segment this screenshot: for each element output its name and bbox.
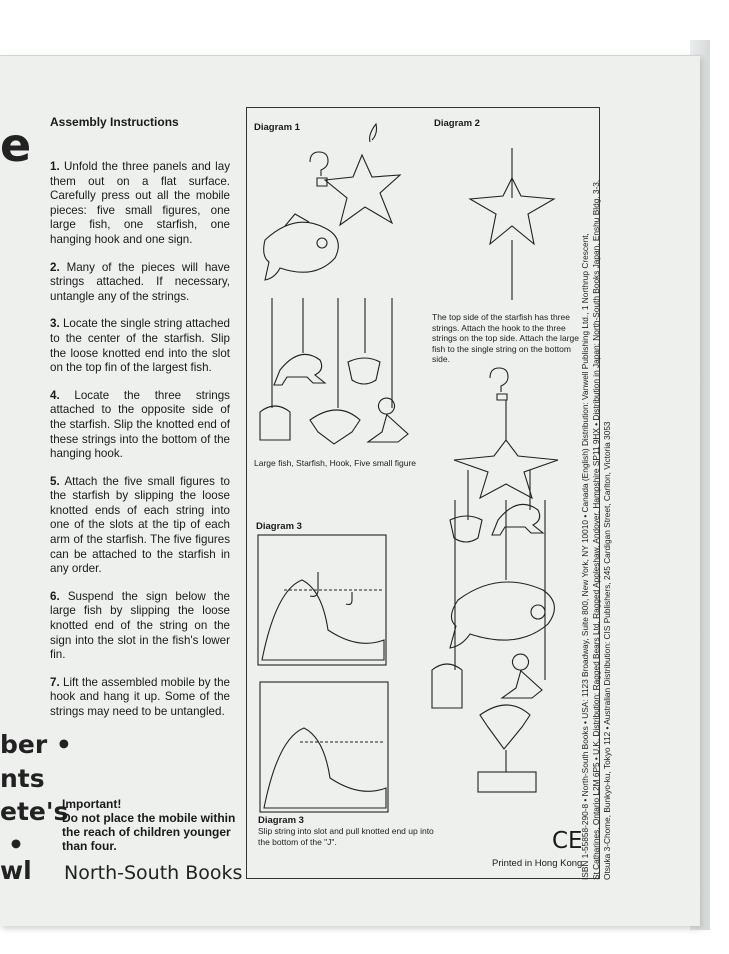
distribution-info bbox=[580, 110, 613, 880]
diagram3b-caption: Slip string into slot and pull knotted end up into the bottom of the "J". bbox=[258, 826, 434, 847]
step-text: Attach the five small figures to the starfish by slipping the loose knotted ends of each string into one of the slots at the tip of each arm of the starfish. The five figures can be attached to the starfish in any order. bbox=[50, 474, 230, 576]
publisher-name: North-South Books bbox=[64, 862, 243, 884]
left-fragment-e: e bbox=[0, 118, 32, 172]
step-text: Suspend the sign below the large fish by slipping the loose knotted end of the string on the sign into the slot in the fish's lower fin. bbox=[50, 589, 230, 662]
ce-mark: CE bbox=[552, 828, 583, 854]
left-fragment-2: nts bbox=[0, 764, 45, 793]
step-number: 2. bbox=[50, 260, 60, 274]
step-number: 7. bbox=[50, 675, 60, 689]
step-text: Lift the assembled mobile by the hook and hang it up. Some of the strings may need to be untangled. bbox=[50, 675, 230, 718]
distribution-line-1: ISBN 1-55858-290-8 • North-South Books • USA: 1123 Broadway, Suite 800, New York, NY 10010 • Canada (English) Distribution: Vanwell Publishing Ltd., 1 Northrup Crescent, bbox=[580, 233, 590, 880]
important-label: Important! bbox=[62, 797, 122, 811]
left-fragment-1: ber • bbox=[0, 730, 72, 759]
left-fragment-5: wl bbox=[0, 856, 32, 885]
step-text: Locate the three strings attached to the opposite side of the starfish. Slip the knotted end of these strings into the bottom of the hanging hook. bbox=[50, 388, 230, 461]
instructions-title: Assembly Instructions bbox=[50, 115, 179, 129]
step-number: 3. bbox=[50, 317, 60, 331]
step-text: Locate the single string attached to the center of the starfish. Slip the loose knotted end into the slot on the top fin of the largest fish. bbox=[50, 317, 230, 375]
step-number: 1. bbox=[50, 160, 60, 173]
step-text: Unfold the three panels and lay them out on a flat surface. Carefully press out all the mobile pieces: five small figures, one large fish, one starfish, one hanging hook and one sign. bbox=[50, 160, 230, 246]
left-fragment-4: • bbox=[8, 830, 24, 859]
diagram2-label: Diagram 2 bbox=[434, 118, 480, 129]
diagram2-caption: The top side of the starfish has three strings. Attach the hook to the three strings on the top side. Attach the large fish to the single string on the bottom side. bbox=[432, 312, 579, 364]
printed-in: Printed in Hong Kong bbox=[492, 858, 583, 869]
distribution-line-3: Otsuka 3-Chome, Bunkyo-ku, Tokyo 112 • Australian Distribution: CIS Publishers, 245 Cardigan Street, Carlton, Victoria 3053 bbox=[602, 421, 612, 880]
diagram1-label: Diagram 1 bbox=[254, 122, 300, 133]
step-number: 6. bbox=[50, 589, 60, 603]
step-number: 5. bbox=[50, 474, 60, 488]
step-text: Many of the pieces will have strings attached. If necessary, untangle any of the strings. bbox=[50, 260, 230, 303]
distribution-line-2: St Catharines, Ontario L2M 6P5 • U.K. Distribution: Ragged Bears Ltd, Ragged Appleshaw, Andover, Hampshire SP11 9HX • Distribution in Japan: North-South Books Japan, Enshu Bldg. 3-3, bbox=[591, 179, 601, 880]
diagram1-caption: Large fish, Starfish, Hook, Five small figure bbox=[254, 458, 417, 468]
diagram3b-label: Diagram 3 bbox=[258, 815, 304, 826]
important-text: Do not place the mobile within the reach of children younger than four. bbox=[62, 811, 236, 853]
step-number: 4. bbox=[50, 388, 60, 402]
left-fragment-3: ete's bbox=[0, 797, 69, 826]
diagram3-label: Diagram 3 bbox=[256, 521, 302, 532]
